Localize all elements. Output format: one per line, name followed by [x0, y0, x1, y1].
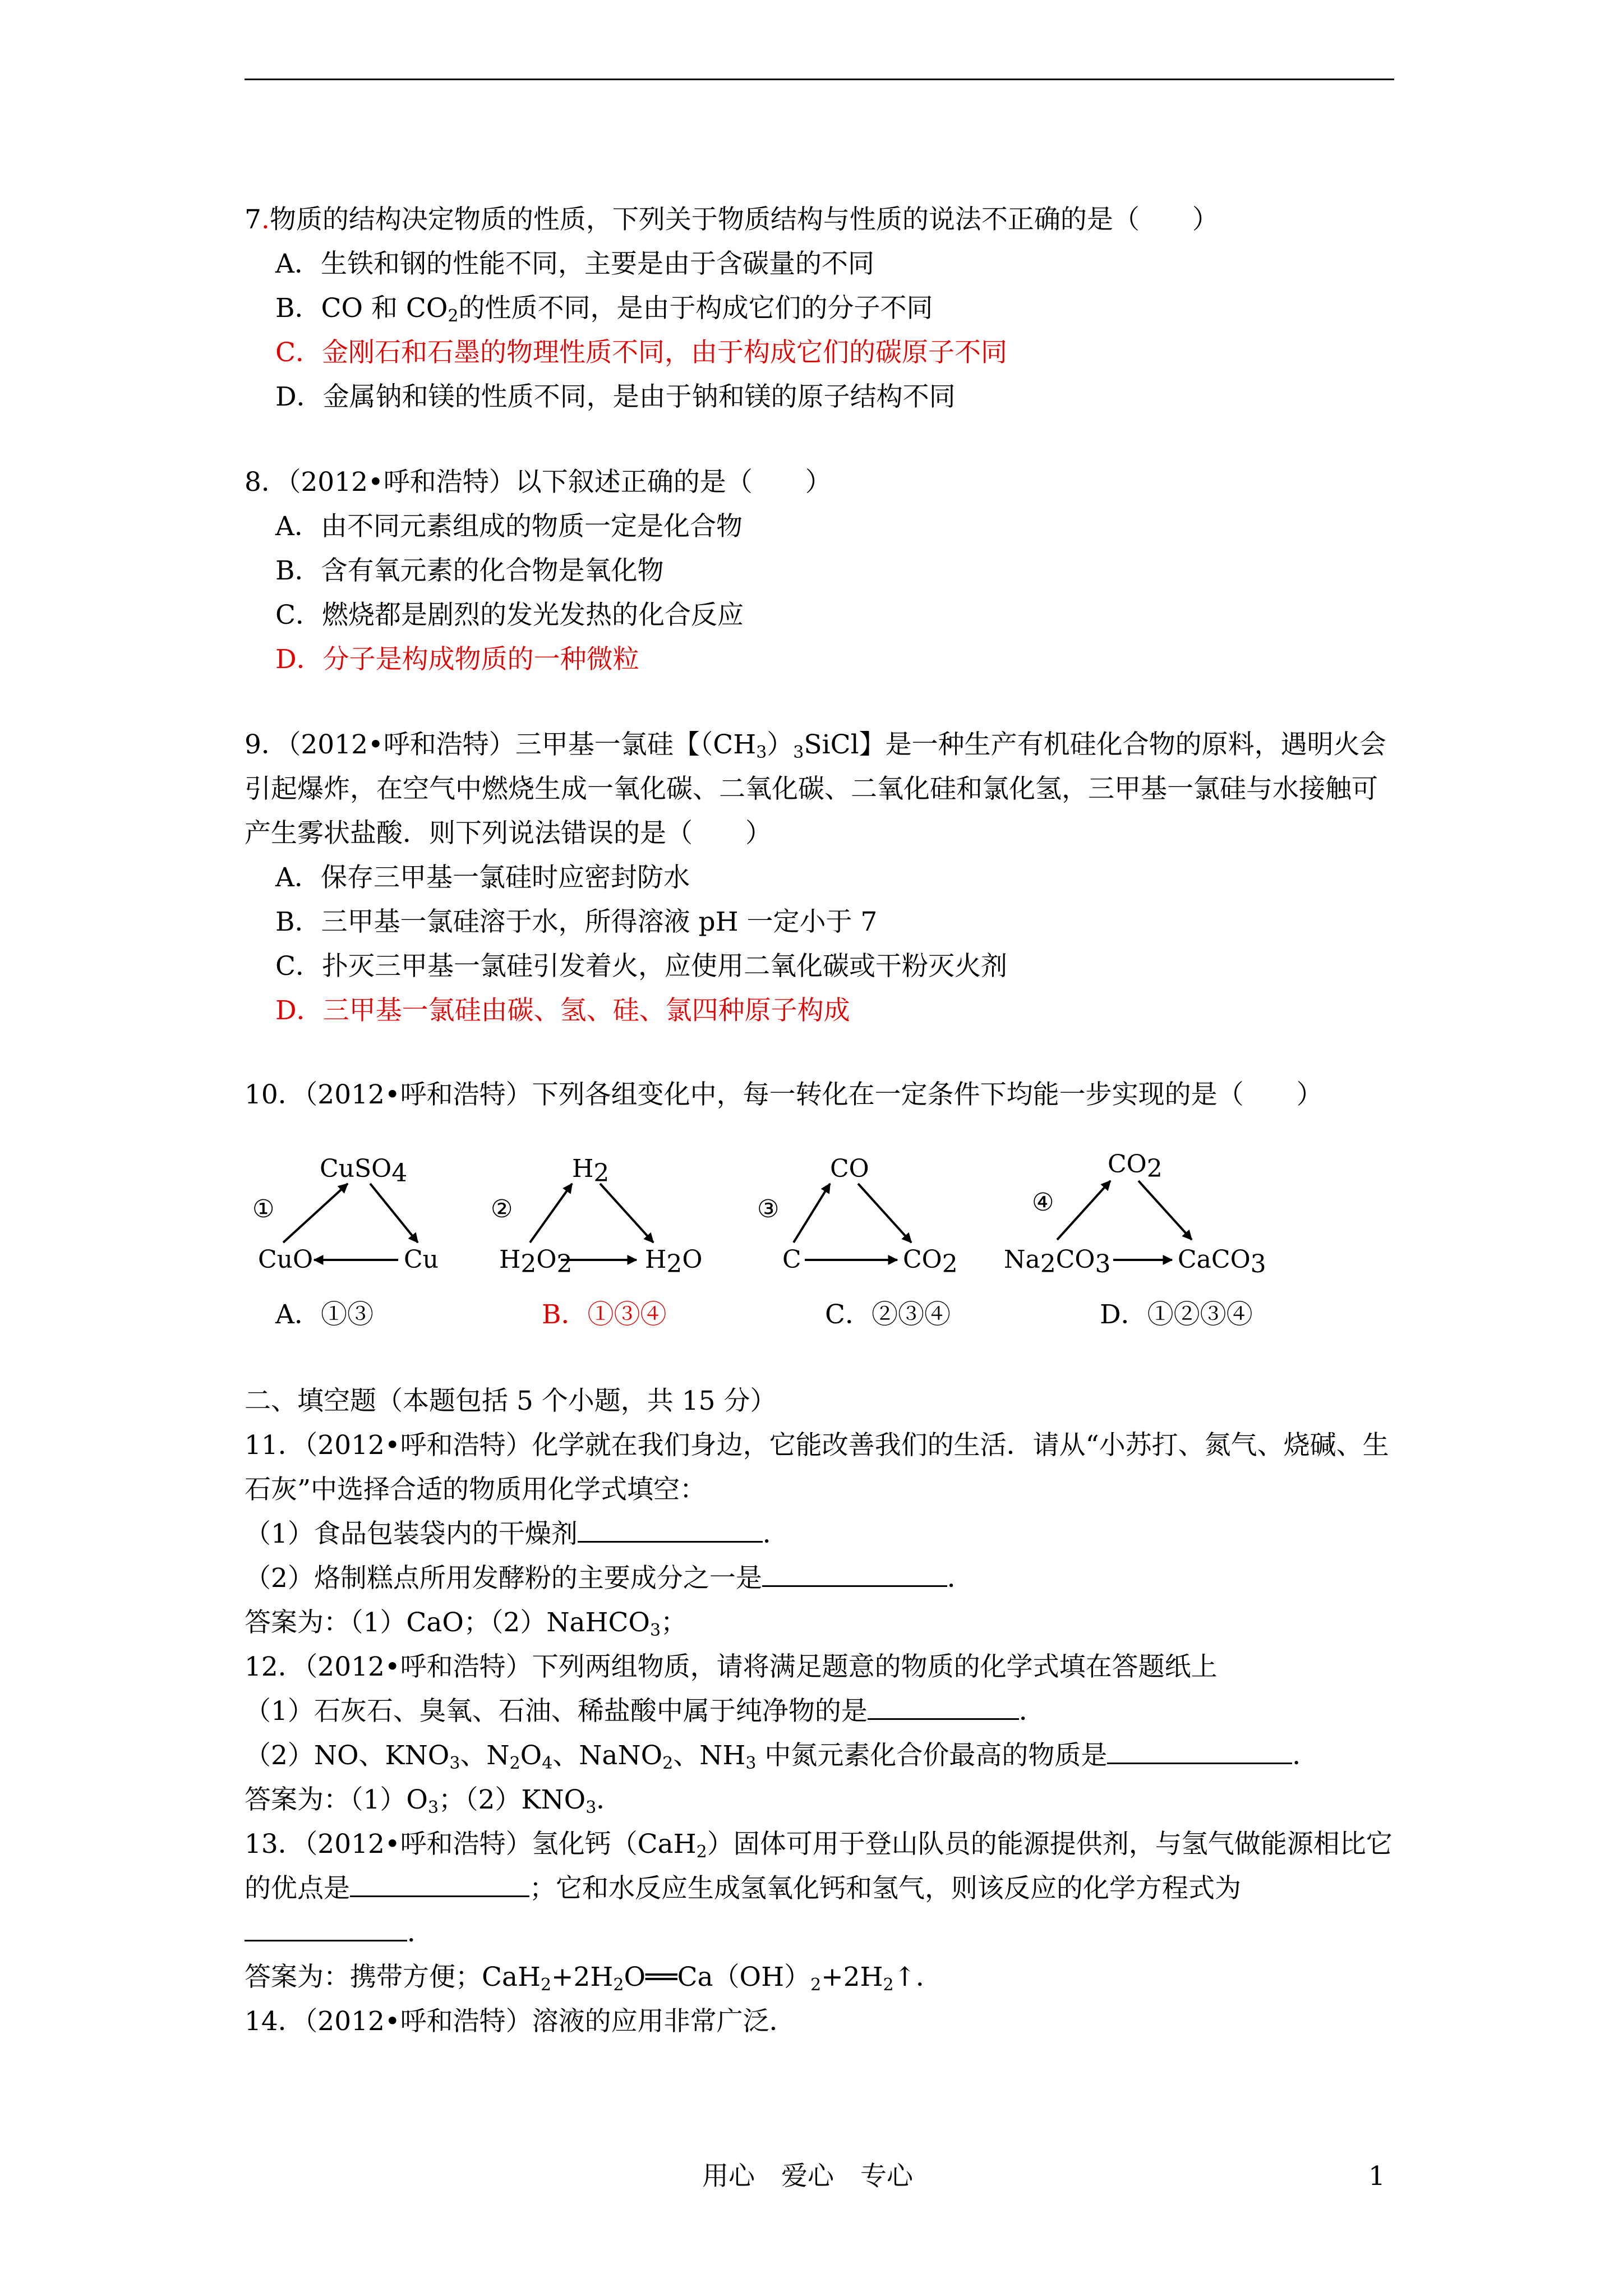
diagram-3-number: ③: [757, 1195, 780, 1223]
q8-option-a: A．由不同元素组成的物质一定是化合物: [275, 511, 743, 542]
diagram-3-top: CO: [830, 1154, 869, 1183]
q7-option-d: D．金属钠和镁的性质不同，是由于钠和镁的原子结构不同: [275, 381, 956, 412]
diagram-4-right: CaCO3: [1178, 1245, 1266, 1278]
q10-option-b: B．①③④: [542, 1299, 667, 1330]
q10-diagrams: [236, 1128, 1301, 1296]
section-2: [245, 1379, 1394, 2044]
q13-blank-1[interactable]: [350, 1869, 529, 1897]
q10-diagram-svg: [236, 1128, 1301, 1296]
diagram-4-arrow-right: [1138, 1181, 1192, 1240]
q14-stem: 14．（2012•呼和浩特）溶液的应用非常广泛．: [245, 2006, 796, 2037]
diagram-2-top: H2: [572, 1154, 610, 1188]
q9-option-c: C．扑灭三甲基一氯硅引发着火，应使用二氧化碳或干粉灭火剂: [275, 951, 1007, 982]
diagram-2: [491, 1154, 702, 1278]
diagram-1-arrow-left: [283, 1184, 348, 1243]
diagram-1-arrow-right: [370, 1184, 418, 1243]
q12-blank-2[interactable]: [1107, 1736, 1292, 1764]
question-10: [245, 1073, 1394, 1117]
section-2-title: 二、填空题（本题包括 5 个小题，共 15 分）: [245, 1386, 777, 1416]
diagram-3-arrow-right: [858, 1184, 911, 1243]
diagram-3-right: CO2: [903, 1245, 958, 1278]
diagram-1-top: CuSO4: [320, 1154, 408, 1188]
q8-option-c: C．燃烧都是剧烈的发光发热的化合反应: [275, 600, 744, 631]
q11-answer: 答案为：（1）CaO；（2）NaHCO$_3$；: [245, 1607, 688, 1640]
q8-option-d: D．分子是构成物质的一种微粒: [275, 644, 639, 675]
q11-part-1: （1）食品包装袋内的干燥剂 ．: [245, 1512, 1394, 1556]
diagram-3-arrow-left: [794, 1184, 830, 1243]
q10-option-c: C．②③④: [825, 1299, 951, 1330]
diagram-2-arrow-right: [600, 1184, 653, 1243]
q8-stem: 8．（2012•呼和浩特）以下叙述正确的是（ ）: [245, 467, 832, 498]
q8-option-b: B．含有氧元素的化合物是氧化物: [275, 555, 664, 586]
q7-option-c: C．金刚石和石墨的物理性质不同，由于构成它们的碳原子不同: [275, 337, 1007, 368]
q10-option-a: A．①③: [275, 1299, 374, 1330]
diagram-4-number: ④: [1032, 1188, 1054, 1217]
header-rule: [245, 79, 1394, 80]
q9-option-a: A．保存三甲基一氯硅时应密封防水: [275, 862, 690, 893]
q10-options: [245, 1292, 1394, 1337]
diagram-4: [1004, 1150, 1266, 1278]
diagram-2-left: H2O2: [499, 1245, 573, 1278]
diagram-1: [252, 1154, 439, 1274]
q11-part-2: （2）烙制糕点所用发酵粉的主要成分之一是 ．: [245, 1556, 1394, 1600]
q10-stem: 10．（2012•呼和浩特）下列各组变化中，每一转化在一定条件下均能一步实现的是（ ）: [245, 1079, 1323, 1110]
diagram-4-arrow-left: [1057, 1181, 1110, 1240]
q10-option-d: D．①②③④: [1100, 1299, 1253, 1330]
question-9: [245, 723, 1394, 1033]
diagram-3: [757, 1154, 958, 1278]
q9-option-d: D．三甲基一氯硅由碳、氢、硅、氯四种原子构成: [275, 995, 850, 1026]
q7-option-b: B．CO 和 $CO_2$的性质不同，是由于构成它们的分子不同: [275, 293, 933, 326]
q12-answer: 答案为：$(1)O_3$；$(2)KNO_3$．: [245, 1784, 623, 1818]
diagram-2-right: H2O: [645, 1245, 703, 1278]
diagram-1-left: CuO: [258, 1245, 313, 1274]
q13-answer: 答案为：携带方便；$CaH_2+2H_2O══Ca(OH)_2+2H_2↑$．: [245, 1962, 942, 1995]
q13-blank-2[interactable]: [245, 1913, 407, 1941]
q9-stem: 9．（2012•呼和浩特）三甲基一氯硅【$(CH_3)_3SiCl$】是一种生产有机硅化合物的原料，遇明火会引起爆炸，在空气中燃烧生成一氧化碳、二氧化碳、二氧化硅和氯化氢，三甲基一氯硅与水接触可产生雾状盐酸．则下列说法错误的是（ ）: [245, 729, 1386, 849]
q12-blank-1[interactable]: [868, 1691, 1019, 1720]
diagram-2-arrow-left: [530, 1184, 572, 1243]
diagram-4-top: CO2: [1108, 1150, 1163, 1183]
q13-stem: 13．（2012•呼和浩特）氢化钙（CaH$_2$）固体可用于登山队员的能源提供剂，与氢气做能源相比它的优点是 ；它和水反应生成氢氧化钙和氢气，则该反应的化学方程式为 ．: [245, 1829, 1393, 1948]
q11-blank-2[interactable]: [762, 1558, 947, 1587]
diagram-4-left: Na2CO3: [1004, 1245, 1111, 1278]
q9-option-b: B．三甲基一氯硅溶于水，所得溶液 pH 一定小于 7: [275, 907, 878, 937]
question-7: [245, 197, 1394, 419]
q11-blank-1[interactable]: [578, 1514, 763, 1543]
diagram-3-left: C: [782, 1245, 801, 1274]
q7-stem: 7.物质的结构决定物质的性质，下列关于物质结构与性质的说法不正确的是（ ）: [245, 204, 1219, 235]
q12-part-1: （1）石灰石、臭氧、石油、稀盐酸中属于纯净物的是 ．: [245, 1689, 1394, 1733]
page-number: 1: [1368, 2161, 1385, 2192]
question-8: [245, 460, 1394, 682]
diagram-1-right: Cu: [404, 1245, 439, 1274]
diagram-2-number: ②: [491, 1195, 513, 1223]
diagram-1-number: ①: [252, 1195, 275, 1223]
q7-option-a: A．生铁和钢的性能不同，主要是由于含碳量的不同: [275, 249, 874, 279]
q12-stem: 12．（2012•呼和浩特）下列两组物质，请将满足题意的物质的化学式填在答题纸上: [245, 1651, 1218, 1682]
q11-stem: 11．（2012•呼和浩特）化学就在我们身边，它能改善我们的生活．请从“小苏打、氮气、烧碱、生石灰”中选择合适的物质用化学式填空：: [245, 1430, 1389, 1505]
q12-part-2: （2）NO、$KNO_3$、$N_2O_4$、NaNO$_2$、$NH_3$ 中氮元素化合价最高的物质是 ．: [245, 1733, 1394, 1778]
footer-motto: 用心 爱心 专心: [702, 2161, 913, 2192]
